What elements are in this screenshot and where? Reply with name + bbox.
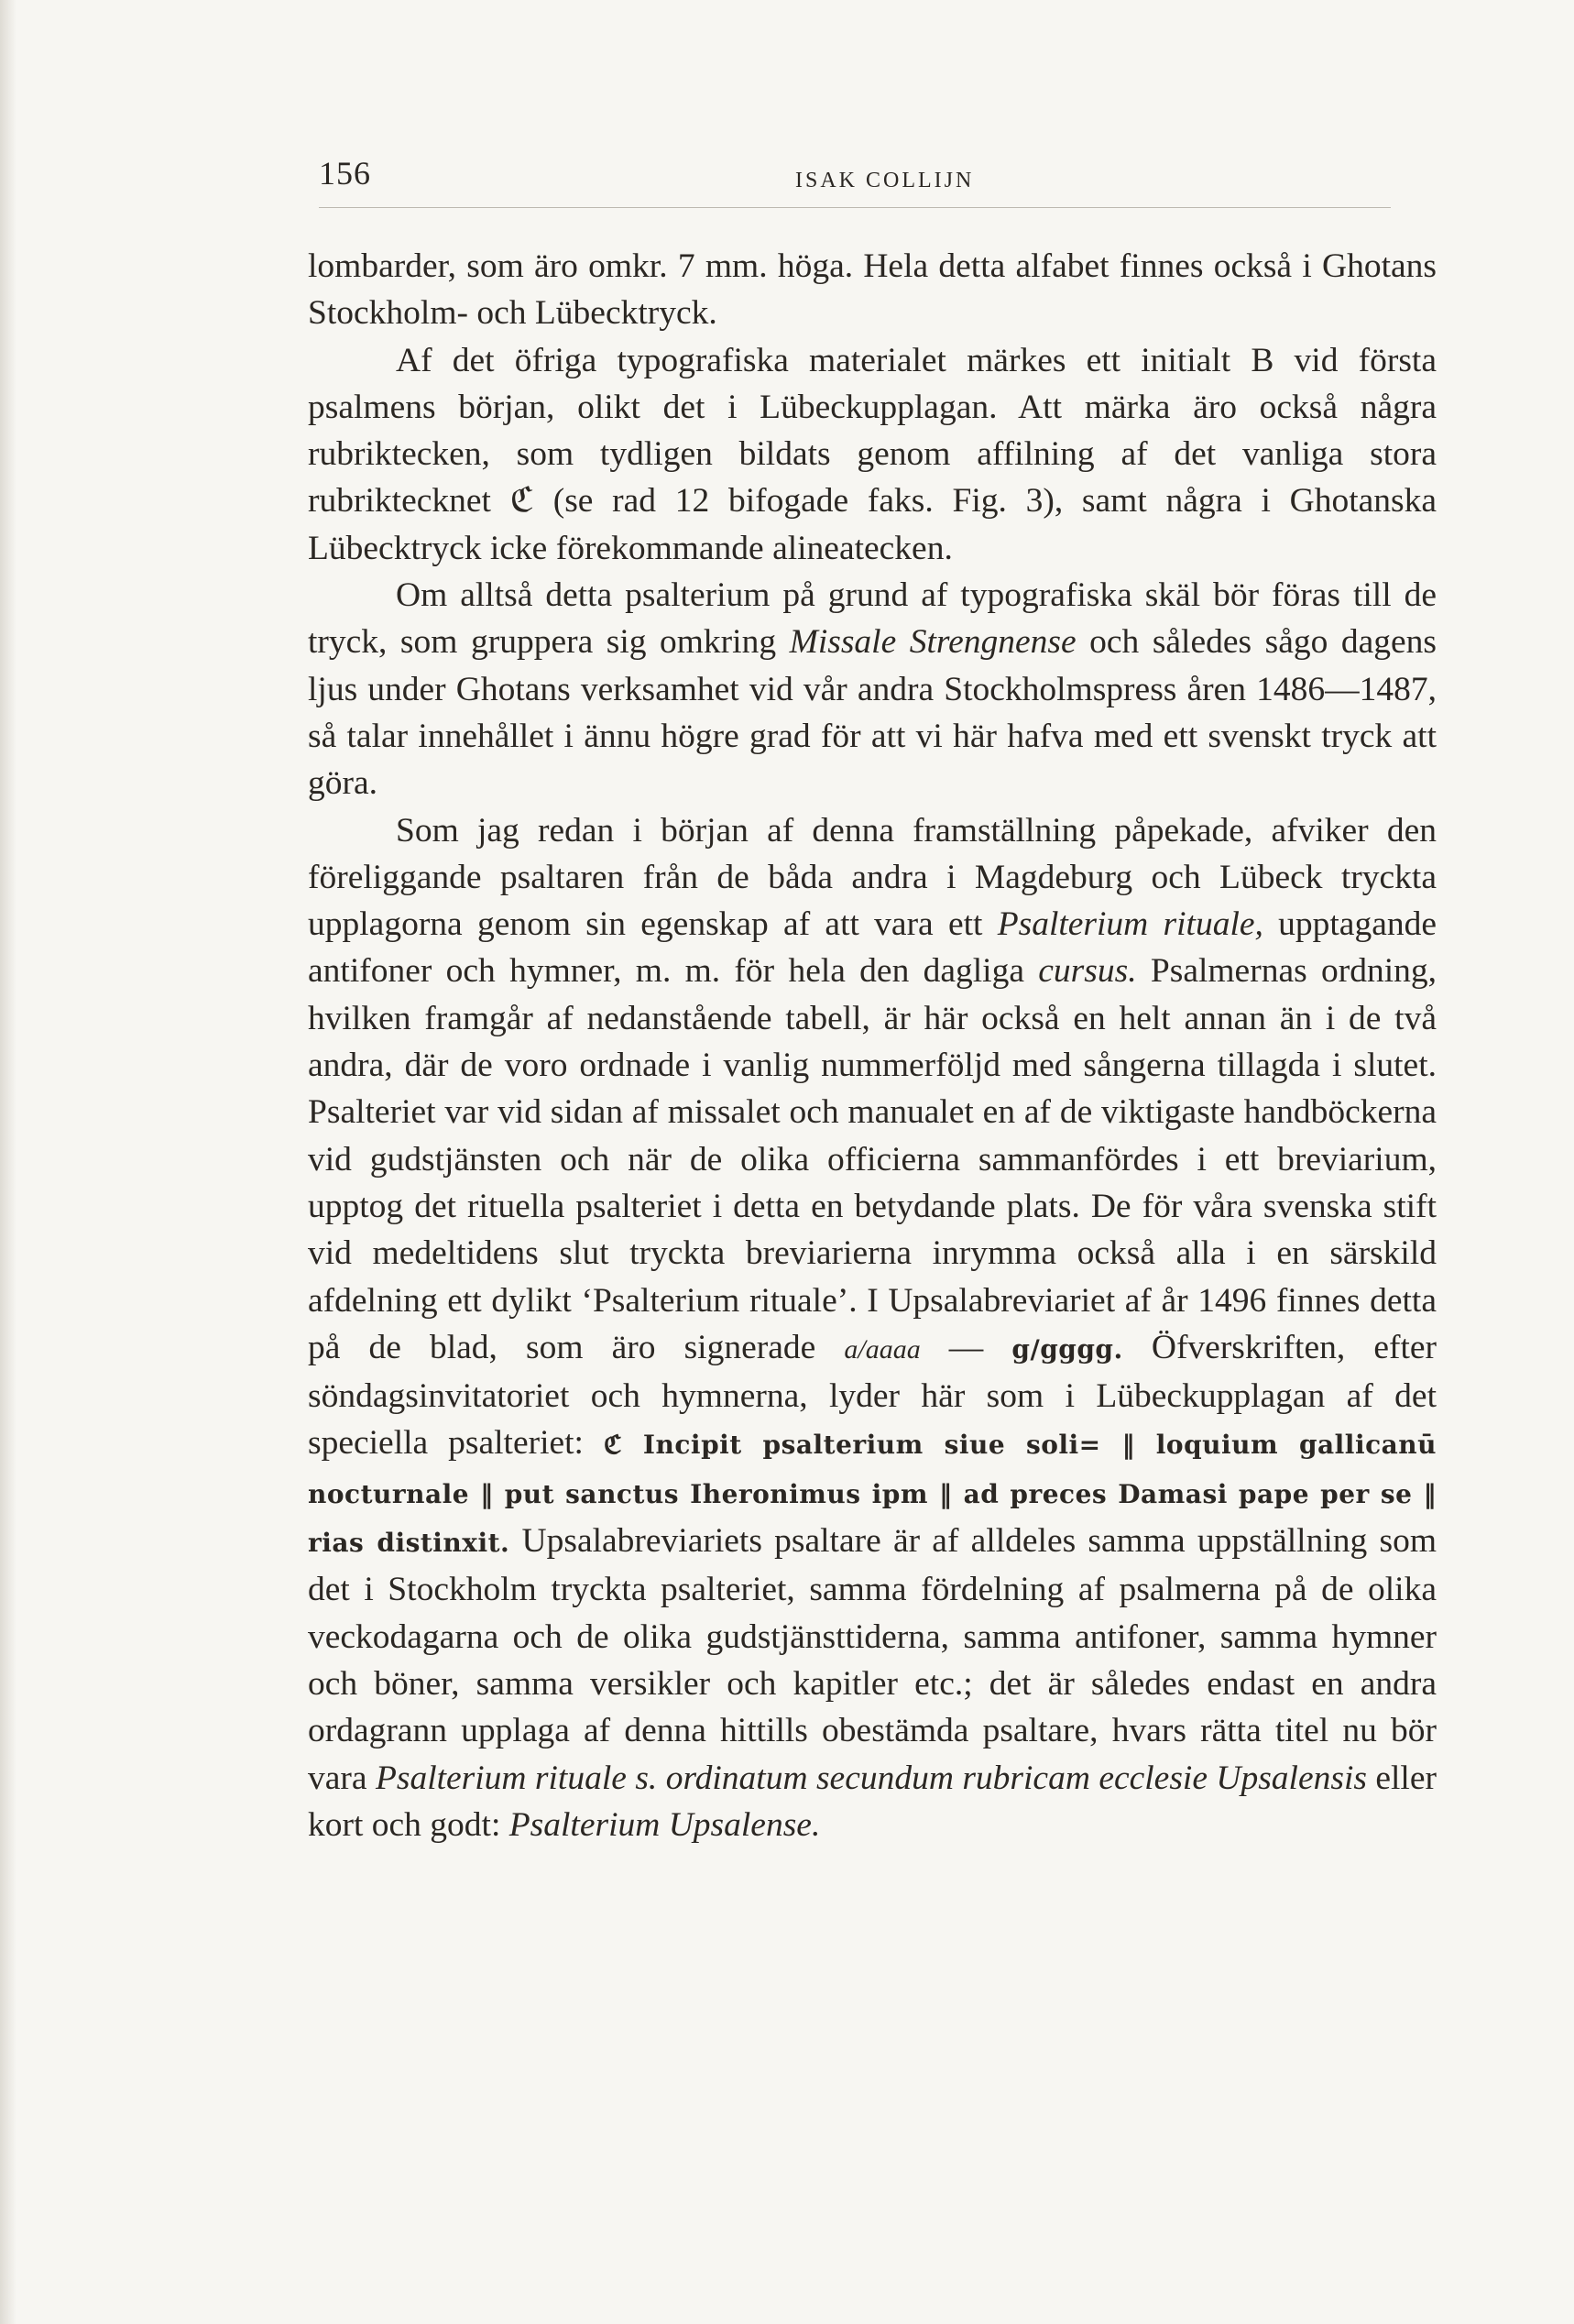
- p4-text-e: Psalmernas ordning, hvilken framgår af nedanstående tabell, är här också en helt annan än i de två andra, där de voro ordnade i vanlig nummerföljd med sångerna tillagda i slutet. Psalteriet var vid sidan af missalet och manualet en af de viktigaste handböckerna vid gudstjänsten och när de olika officierna sammanfördes i ett breviarium, upptog det rituella psalteriet i detta en betydande plats. De för våra svenska stift vid medeltidens slut tryckta breviarierna inrymma också alla i en särskild afdelning ett dylikt ‘Psalterium rituale’. I Upsalabreviariet af år 1496 finnes detta på de blad, som äro signerade: [308, 952, 1437, 1366]
- p4-title-psalterium-rituale: Psalterium rituale,: [997, 905, 1263, 944]
- p4-text-j: eller kort och godt:: [308, 1759, 1437, 1844]
- body-text: [308, 243, 1437, 1848]
- paragraph-3: [308, 572, 1437, 806]
- p3-text-c: och således sågo dagens ljus under Ghotans verksamhet vid vår andra Stockholmspress åren 1486—1487, så talar innehållet i ännu högre grad för att vi här hafva med ett svenskt tryck att göra.: [308, 623, 1437, 803]
- p4-title-full: Psalterium rituale s. ordinatum secundum rubricam ecclesie Upsalensis: [375, 1759, 1367, 1797]
- signature-g: g/gggg.: [1011, 1333, 1123, 1365]
- p4-term-cursus: cursus.: [1038, 952, 1137, 991]
- page-number: 156: [319, 155, 371, 192]
- page-header: [319, 154, 1391, 209]
- p4-text-a: Som jag redan i början af denna framställning påpekade, afviker den föreliggande psaltaren från de båda andra i Magdeburg och Lübeck tryckta upplagorna genom sin egenskap af att vara ett: [308, 811, 1437, 944]
- signature-a: a/aaaa: [844, 1333, 921, 1365]
- running-head: ISAK COLLIJN: [795, 169, 975, 192]
- p4-text-h: Upsalabreviariets psaltare är af alldeles samma uppställning som det i Stockholm tryckta psalteriet, samma fördelning af psalmerna på de olika veckodagarna och de olika gudstjänsttiderna, samma antifoner, samma hymner och böner, samma versikler och kapitler etc.; det är således endast en andra ordagrann upplaga af denna hittills obestämda psaltare, hvars rätta titel nu bör vara: [308, 1522, 1437, 1797]
- blackletter-quotation: ℭ Incipit psalterium siue soli= ‖ loquium gallicanū nocturnale ‖ put sanctus Iheronimus ipm ‖ ad preces Damasi pape per se ‖ rias distinxit.: [308, 1430, 1437, 1559]
- header-rule: [319, 207, 1391, 208]
- p3-title-missale: Missale Strengnense: [789, 623, 1077, 662]
- paragraph-2: Af det öfriga typografiska materialet märkes ett initialt B vid första psalmens början, olikt det i Lübeckupplagan. Att märka äro också några rubriktecken, som tydligen bildats genom affilning af det vanliga stora rubriktecknet ℭ (se rad 12 bifogade faks. Fig. 3), samt några i Ghotanska Lübecktryck icke förekommande alineatecken.: [308, 341, 1437, 567]
- paragraph-4: [308, 807, 1437, 1849]
- page-edge-shadow: [0, 0, 16, 2324]
- p4-text-c: upptagande antifoner och hymner, m. m. för hela den dagliga: [308, 905, 1437, 991]
- p4-text-f: —: [920, 1328, 1012, 1366]
- p4-title-short: Psalterium Upsalense.: [508, 1805, 821, 1844]
- paragraph-1: lombarder, som äro omkr. 7 mm. höga. Hela detta alfabet finnes också i Ghotans Stockholm- och Lübecktryck.: [308, 247, 1437, 333]
- p3-text-a: Om alltså detta psalterium på grund af typografiska skäl bör föras till de tryck, som gruppera sig omkring: [308, 576, 1437, 662]
- p4-text-g: Öfverskriften, efter söndagsinvitatoriet och hymnerna, lyder här som i Lübeckupplagan af det speciella psalteriet:: [308, 1328, 1437, 1463]
